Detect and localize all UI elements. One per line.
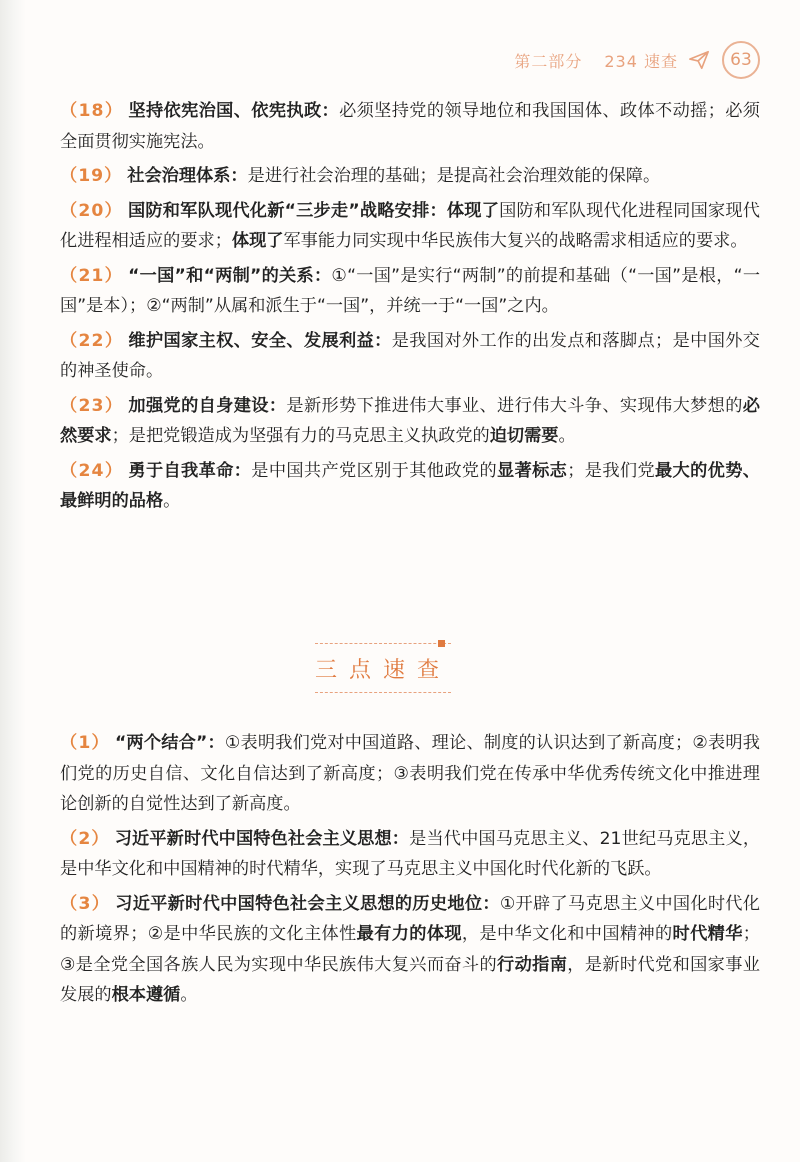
item-keyword: 体现了 — [231, 231, 284, 251]
key-points-list-top — [60, 96, 760, 521]
item-keyword: 社会治理体系： — [127, 166, 248, 186]
item-keyword: 习近平新时代中国特色社会主义思想： — [114, 828, 410, 849]
list-item — [60, 728, 760, 820]
item-text: 必须坚持党的领导地位和我国国体、政体不动摇；必须全面贯彻实施宪法。 — [60, 101, 760, 152]
item-keyword: “一国”和“两制”的关系： — [128, 265, 332, 286]
item-number: （22） — [60, 330, 124, 351]
list-item — [60, 196, 760, 257]
item-text: 是我国对外工作的出发点和落脚点；是中国外交的神圣使命。 — [60, 330, 760, 381]
item-text: ；是把党锻造成为坚强有力的马克思主义执政党的 — [111, 426, 490, 446]
page-number: 63 — [722, 41, 760, 79]
item-text: 。 — [558, 426, 576, 446]
list-item — [60, 161, 760, 192]
item-keyword: “两个结合”： — [114, 733, 225, 753]
item-text: ，是新时代党和国家事业发展的 — [60, 954, 760, 1005]
item-keyword: 显著标志 — [497, 460, 568, 481]
item-text: 国防和军队现代化进程同国家现代化进程相适应的要求； — [60, 200, 760, 251]
item-keyword: 习近平新时代中国特色社会主义思想的历史地位： — [115, 893, 500, 914]
item-number: （23） — [60, 395, 124, 416]
item-number: （1） — [60, 733, 110, 753]
item-text: 是当代中国马克思主义、21世纪马克思主义，是中华文化和中国精神的时代精华，实现了马克思主义中国化时代化新的飞跃。 — [60, 828, 761, 879]
item-keyword: 迫切需要 — [489, 426, 559, 446]
item-text: ①表明我们党对中国道路、理论、制度的认识达到了新高度；②表明我们党的历史自信、文化自信达到了新高度；③表明我们党在传承中华优秀传统文化中推进理论创新的自觉性达到了新高度。 — [60, 733, 760, 814]
item-text: ，是中华文化和中国精神的 — [461, 924, 673, 944]
list-item — [60, 456, 760, 517]
list-item — [60, 391, 760, 452]
list-item — [60, 889, 760, 1011]
key-points-list-bottom — [60, 728, 760, 1015]
item-text: 是中国共产党区别于其他政党的 — [251, 460, 498, 481]
title-accent-square — [438, 640, 445, 647]
list-item — [60, 824, 760, 885]
item-keyword: 维护国家主权、安全、发展利益： — [128, 330, 392, 351]
paper-plane-icon — [688, 49, 710, 71]
part-label: 第二部分 — [514, 51, 583, 71]
list-item — [60, 261, 760, 322]
item-text: ①“一国”是实行“两制”的前提和基础（“一国”是根，“一国”是本）；②“两制”从属和派生于“一国”，并统一于“一国”之内。 — [60, 265, 761, 316]
item-text: 是进行社会治理的基础；是提高社会治理效能的保障。 — [247, 166, 661, 186]
item-text: ；③是全党全国各族人民为实现中华民族伟大复兴而奋斗的 — [60, 924, 760, 975]
item-number: （21） — [60, 265, 124, 286]
item-keyword: 最有力的体现 — [356, 924, 462, 944]
item-keyword: 坚持依宪治国、依宪执政： — [128, 101, 340, 121]
item-keyword: 最大的优势、最鲜明的品格 — [60, 460, 760, 511]
item-keyword: 勇于自我革命： — [128, 460, 252, 481]
item-keyword: 国防和军队现代化新“三步走”战略安排：体现了 — [127, 200, 500, 221]
item-keyword: 根本遵循 — [111, 985, 181, 1005]
item-text: 是新形势下推进伟大事业、进行伟大斗争、实现伟大梦想的 — [286, 395, 743, 416]
page-binding-edge — [0, 0, 26, 1162]
item-text: 。 — [180, 985, 198, 1005]
item-text: ①开辟了马克思主义中国化时代化的新境界；②是中华民族的文化主体性 — [60, 893, 760, 944]
series-label: 234 速查 — [604, 51, 678, 71]
item-number: （18） — [60, 101, 124, 121]
list-item — [60, 326, 760, 387]
item-text: ；是我们党 — [567, 460, 655, 481]
item-keyword: 行动指南 — [497, 954, 568, 975]
item-number: （3） — [60, 893, 111, 914]
item-text: 军事能力同实现中华民族伟大复兴的战略需求相适应的要求。 — [283, 231, 748, 251]
item-keyword: 加强党的自身建设： — [128, 395, 287, 416]
list-item — [60, 96, 760, 157]
item-text: 。 — [163, 491, 181, 511]
item-keyword: 时代精华 — [672, 924, 743, 944]
item-number: （19） — [60, 166, 123, 186]
item-keyword: 必然要求 — [60, 395, 760, 446]
page-header — [514, 40, 760, 80]
section-title-text: 三点速查 — [315, 657, 452, 683]
section-title — [315, 643, 451, 693]
item-number: （20） — [60, 200, 123, 221]
item-number: （24） — [60, 460, 124, 481]
item-number: （2） — [60, 828, 110, 849]
